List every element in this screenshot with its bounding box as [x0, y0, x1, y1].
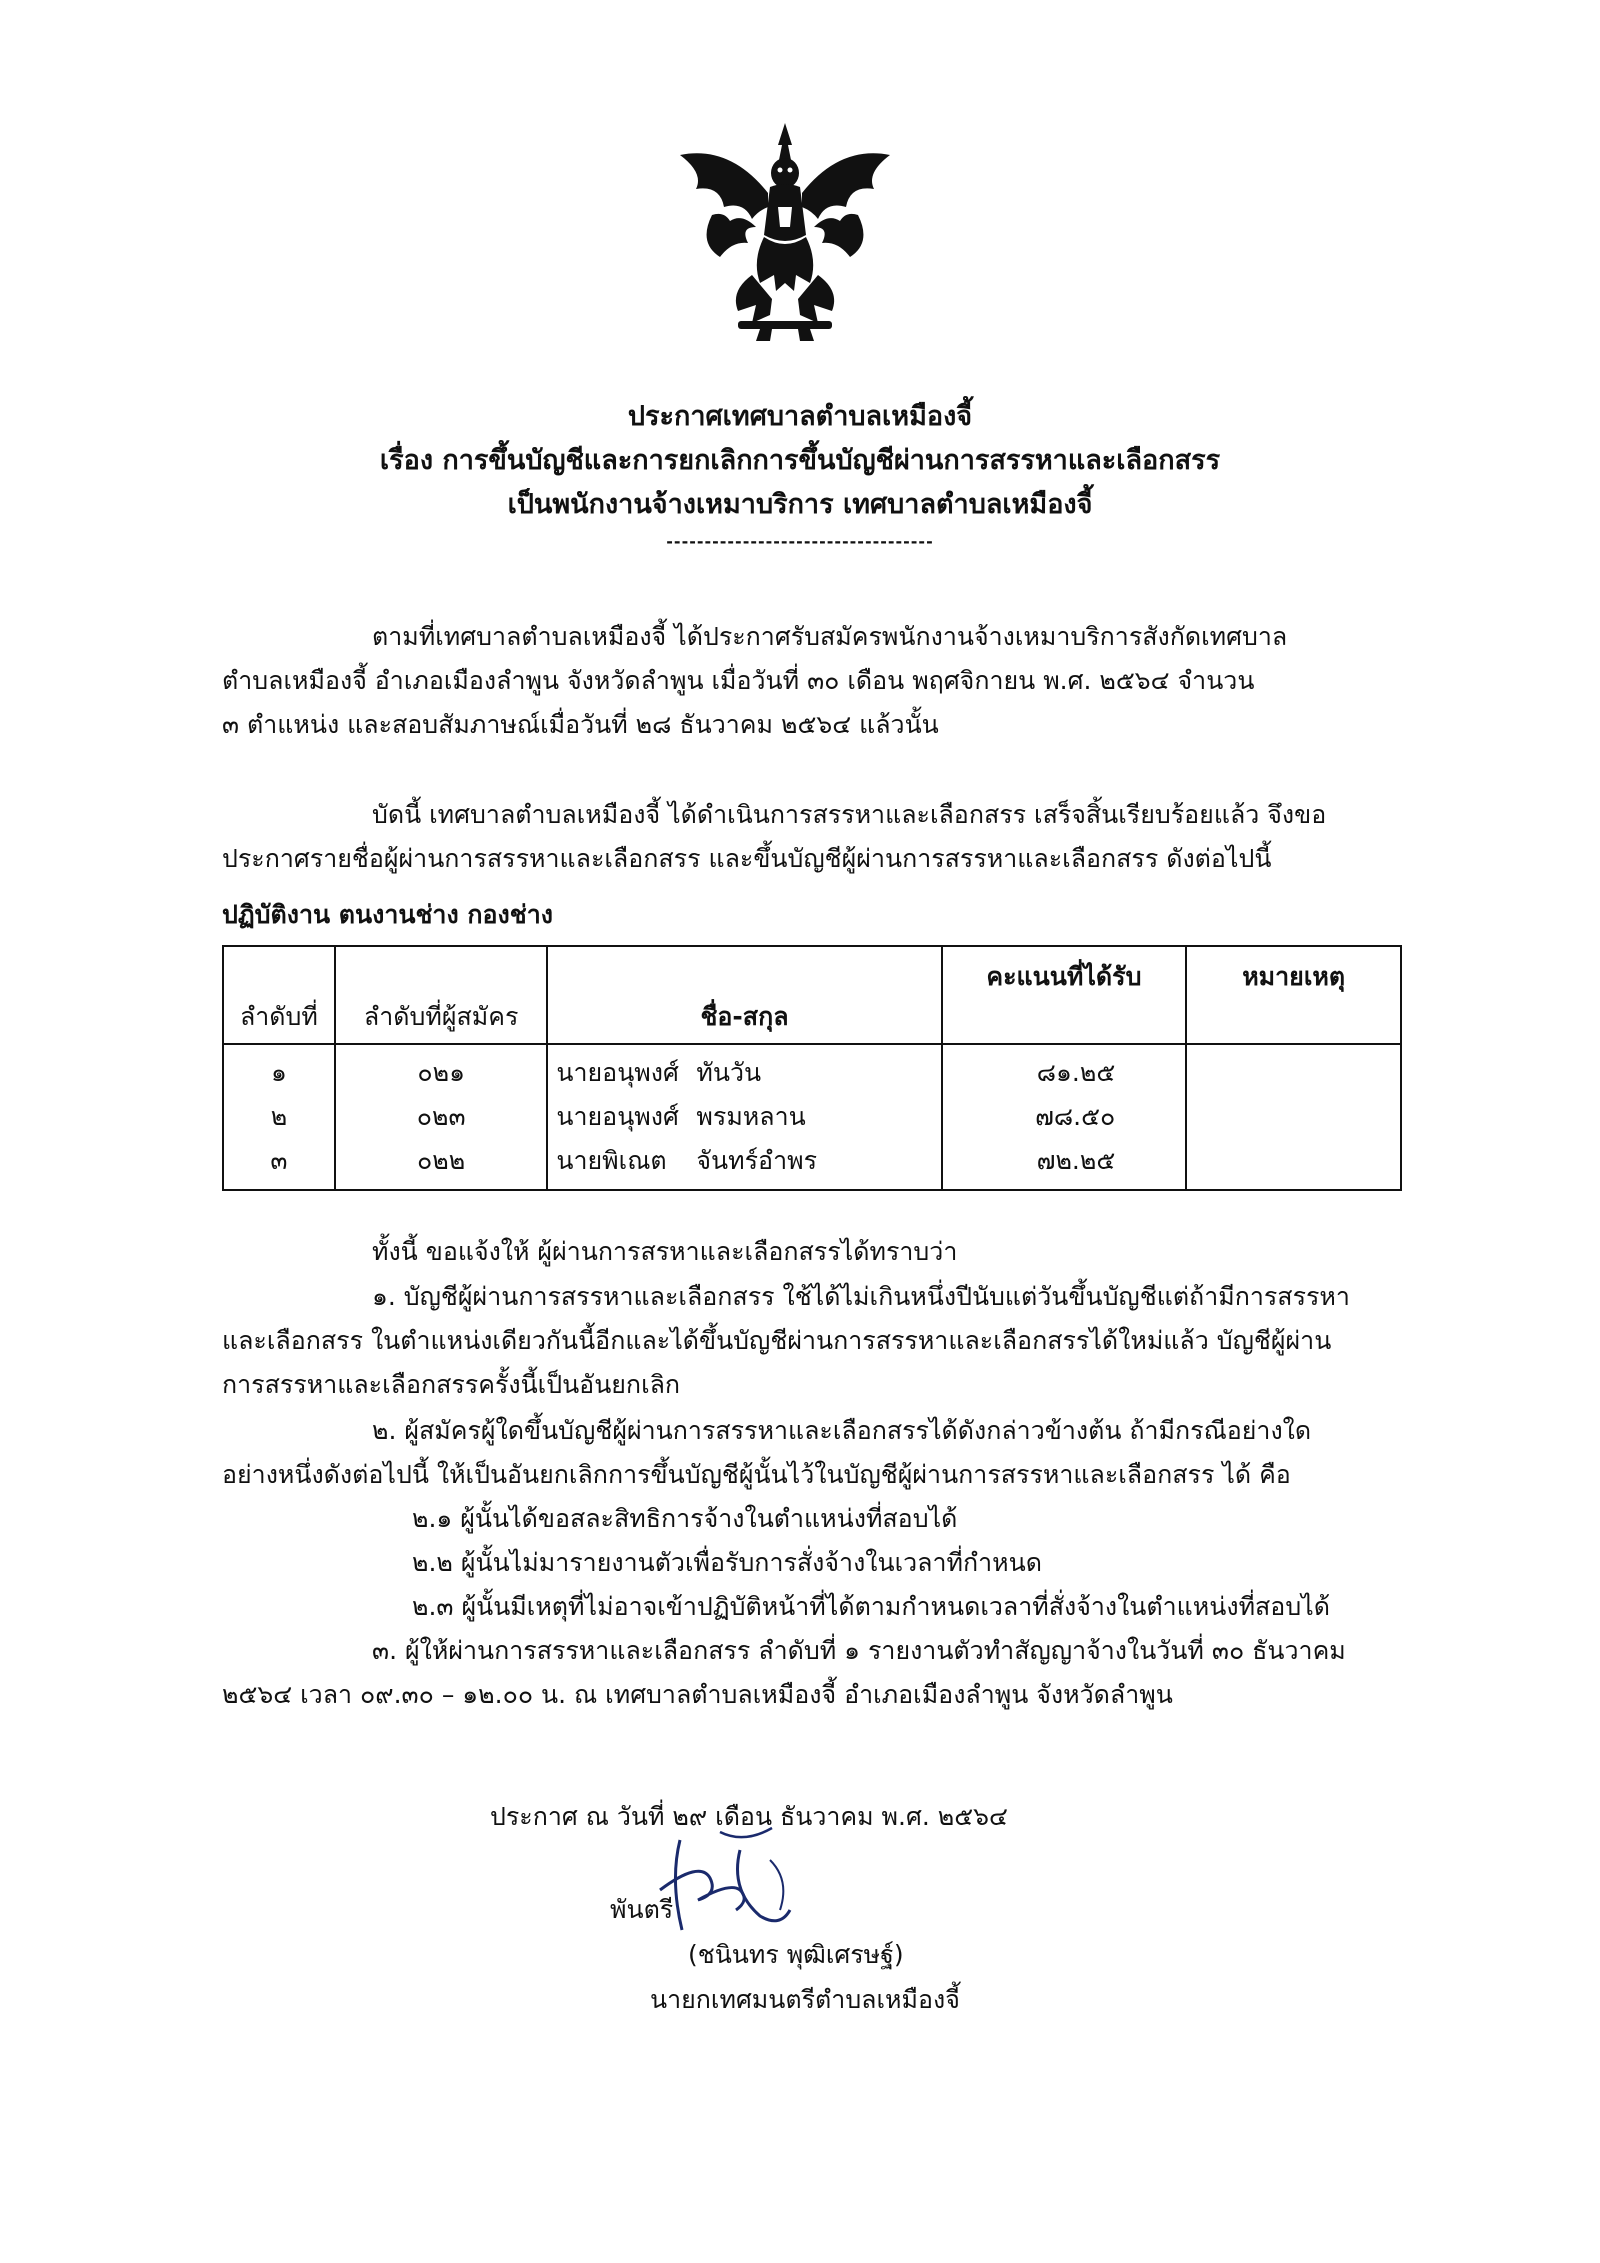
condition-2-line: ๒. ผู้สมัครผู้ใดขึ้นบัญชีผู้ผ่านการสรรหาและเลือกสรรได้ดังกล่าวข้างต้น ถ้ามีกรณีอย่างใด [372, 1416, 1312, 1445]
condition-1-line: ๑. บัญชีผู้ผ่านการสรรหาและเลือกสรร ใช้ได้ไม่เกินหนึ่งปีนับแต่วันขึ้นบัญชีแต่ถ้ามีการสรรหา [372, 1282, 1350, 1311]
note-cell [1186, 1139, 1401, 1190]
condition-1-line: การสรรหาและเลือกสรรครั้งนี้เป็นอันยกเลิก [222, 1370, 681, 1399]
col-name-header: ชื่อ-สกุล [547, 946, 941, 1044]
garuda-emblem-icon [660, 115, 910, 345]
name-cell [547, 1139, 941, 1190]
condition-2-3: ๒.๓ ผู้นั้นมีเหตุที่ไม่อาจเข้าปฏิบัติหน้าที่ได้ตามกำหนดเวลาที่สั่งจ้างในตำแหน่งที่สอบได้ [412, 1592, 1330, 1621]
announcement-date: ประกาศ ณ วันที่ ๒๙ เดือน ธันวาคม พ.ศ. ๒๕๖๔ [490, 1802, 1008, 1831]
title-divider: ----------------------------------- [666, 532, 934, 551]
table-header-row [223, 946, 1401, 1044]
last-name: ทันวัน [696, 1058, 762, 1087]
note-cell [1186, 1044, 1401, 1095]
name-cell [547, 1044, 941, 1095]
first-name: นายอนุพงศ์ [556, 1058, 679, 1087]
last-name: พรมหลาน [696, 1102, 806, 1131]
condition-1-line: และเลือกสรร ในตำแหน่งเดียวกันนี้อีกและได้ขึ้นบัญชีผ่านการสรรหาและเลือกสรรได้ใหม่แล้ว บัญชีผู้ผ่าน [222, 1326, 1332, 1355]
announce-line: ประกาศรายชื่อผู้ผ่านการสรรหาและเลือกสรร และขึ้นบัญชีผู้ผ่านการสรรหาและเลือกสรร ดังต่อไปนี้ [222, 844, 1272, 873]
col-score-header: คะแนนที่ได้รับ [942, 946, 1187, 1044]
applicant-no-cell: ๐๒๑ [335, 1044, 548, 1095]
results-table [222, 945, 1402, 1191]
signer-rank: พันตรี [610, 1895, 674, 1924]
position-heading: ปฏิบัติงาน ตนงานช่าง กองช่าง [222, 900, 553, 929]
table-row [223, 1095, 1401, 1139]
intro-line: ตำบลเหมืองจี้ อำเภอเมืองลำพูน จังหวัดลำพูน เมื่อวันที่ ๓๐ เดือน พฤศจิกายน พ.ศ. ๒๕๖๔ จำนวน [222, 666, 1255, 695]
announcement-subject: เรื่อง การขึ้นบัญชีและการยกเลิกการขึ้นบัญชีผ่านการสรรหาและเลือกสรร [379, 445, 1221, 476]
intro-line: ตามที่เทศบาลตำบลเหมืองจี้ ได้ประกาศรับสมัครพนักงานจ้างเหมาบริการสังกัดเทศบาล [372, 622, 1288, 651]
signer-name: (ชนินทร พุฒิเศรษฐ์) [688, 1940, 904, 1969]
condition-2-line: อย่างหนึ่งดังต่อไปนี้ ให้เป็นอันยกเลิกการขึ้นบัญชีผู้นั้นไว้ในบัญชีผู้ผ่านการสรรหาและเลือกสรร ได้ คือ [222, 1460, 1291, 1489]
intro-paragraph [222, 615, 1402, 747]
score-cell: ๘๑.๒๕ [942, 1044, 1187, 1095]
first-name: นายอนุพงศ์ [556, 1102, 679, 1131]
name-cell [547, 1095, 941, 1139]
condition-3 [222, 1629, 1402, 1717]
applicant-no-cell: ๐๒๒ [335, 1139, 548, 1190]
signer-position: นายกเทศมนตรีตำบลเหมืองจี้ [650, 1985, 960, 2014]
score-cell: ๗๘.๕๐ [942, 1095, 1187, 1139]
score-cell: ๗๒.๒๕ [942, 1139, 1187, 1190]
announcement-header [0, 395, 1600, 557]
condition-1 [222, 1275, 1402, 1407]
table-row [223, 1044, 1401, 1095]
note-cell [1186, 1095, 1401, 1139]
last-name: จันทร์อำพร [696, 1146, 818, 1175]
first-name: นายพิเณต [556, 1146, 667, 1175]
table-row [223, 1139, 1401, 1190]
condition-3-line: ๒๕๖๔ เวลา ๐๙.๓๐ – ๑๒.๐๐ น. ณ เทศบาลตำบลเหมืองจี้ อำเภอเมืองลำพูน จังหวัดลำพูน [222, 1680, 1173, 1709]
condition-3-line: ๓. ผู้ให้ผ่านการสรรหาและเลือกสรร ลำดับที่ ๑ รายงานตัวทำสัญญาจ้างในวันที่ ๓๐ ธันวาคม [372, 1636, 1346, 1665]
col-rank-header: ลำดับที่ [223, 946, 335, 1044]
condition-2-2: ๒.๒ ผู้นั้นไม่มารายงานตัวเพื่อรับการสั่งจ้างในเวลาที่กำหนด [412, 1548, 1042, 1577]
announce-paragraph [222, 793, 1402, 881]
announcement-title: ประกาศเทศบาลตำบลเหมืองจี้ [627, 401, 973, 432]
intro-line: ๓ ตำแหน่ง และสอบสัมภาษณ์เมื่อวันที่ ๒๘ ธันวาคม ๒๕๖๔ แล้วนั้น [222, 710, 939, 739]
conditions-intro: ทั้งนี้ ขอแจ้งให้ ผู้ผ่านการสรหาและเลือกสรรได้ทราบว่า [372, 1237, 958, 1266]
applicant-no-cell: ๐๒๓ [335, 1095, 548, 1139]
col-applicant-no-header: ลำดับที่ผู้สมัคร [335, 946, 548, 1044]
rank-cell: ๒ [223, 1095, 335, 1139]
col-note-header: หมายเหตุ [1186, 946, 1401, 1044]
announcement-subject-line2: เป็นพนักงานจ้างเหมาบริการ เทศบาลตำบลเหมืองจี้ [507, 489, 1093, 520]
condition-2-1: ๒.๑ ผู้นั้นได้ขอสละสิทธิการจ้างในตำแหน่งที่สอบได้ [412, 1504, 958, 1533]
rank-cell: ๑ [223, 1044, 335, 1095]
condition-2 [222, 1409, 1402, 1497]
rank-cell: ๓ [223, 1139, 335, 1190]
announce-line: บัดนี้ เทศบาลตำบลเหมืองจี้ ได้ดำเนินการสรรหาและเลือกสรร เสร็จสิ้นเรียบร้อยแล้ว จึงขอ [372, 800, 1327, 829]
